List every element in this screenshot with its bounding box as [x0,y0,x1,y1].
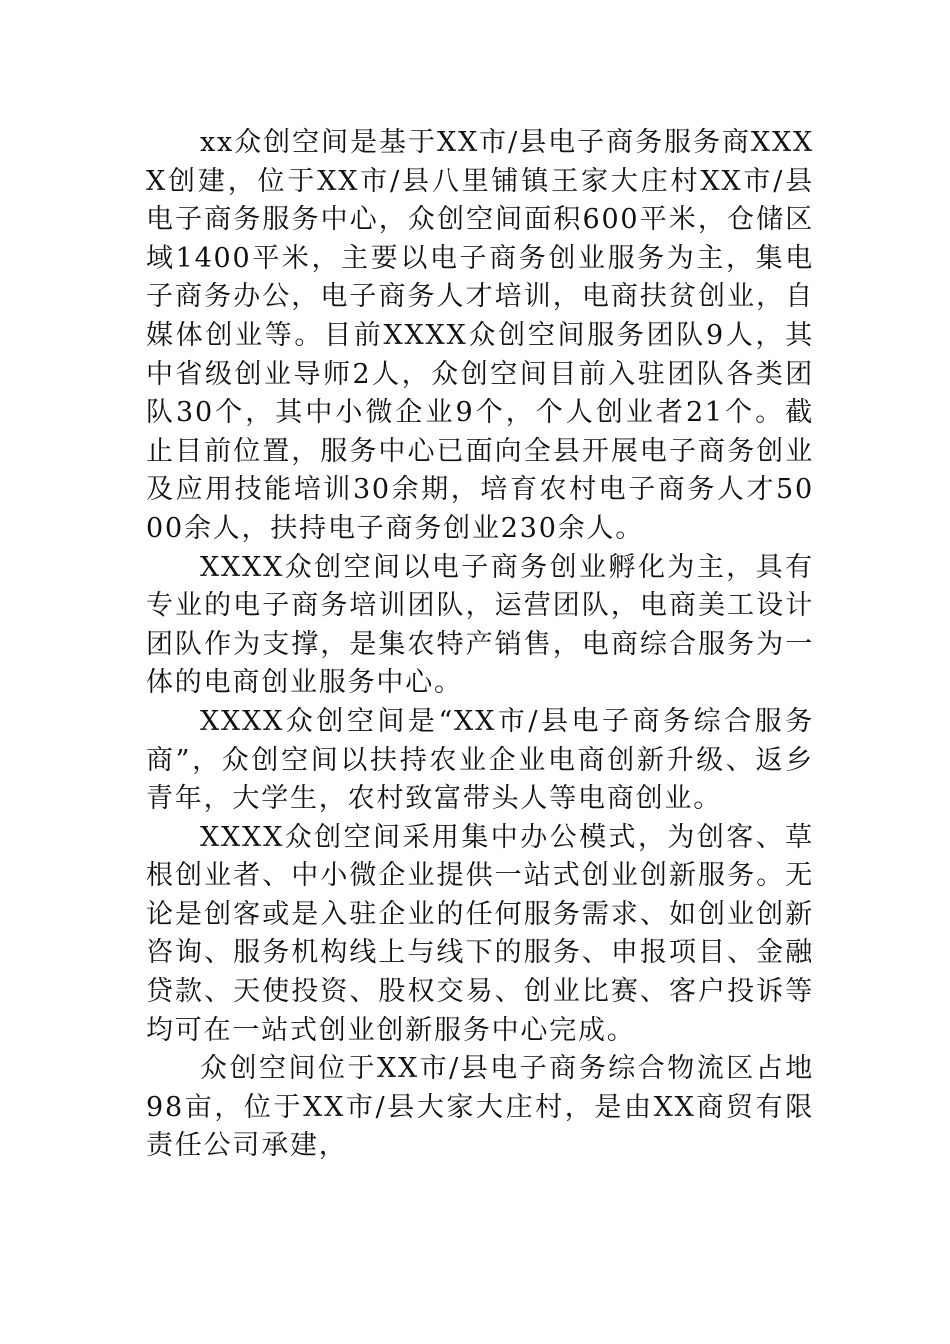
document-body [146,124,814,1166]
paragraph-1: xx众创空间是基于XX市/县电子商务服务商XXXX创建，位于XX市/县八里铺镇王家大庄村XX市/县电子商务服务中心，众创空间面积600平米，仓储区域1400平米，主要以电子商务创业服务为主，集电子商务办公，电子商务人才培训，电商扶贫创业，自媒体创业等。目前XXXX众创空间服务团队9人，其中省级创业导师2人，众创空间目前入驻团队各类团队30个，其中小微企业9个，个人创业者21个。截止目前位置，服务中心已面向全县开展电子商务创业及应用技能培训30余期，培育农村电子商务人才5000余人，扶持电子商务创业230余人。 [146,127,814,544]
paragraph-3: XXXX众创空间是“XX市/县电子商务综合服务商”，众创空间以扶持农业企业电商创新升级、返乡青年，大学生，农村致富带头人等电商创业。 [146,705,814,815]
paragraph-4: XXXX众创空间采用集中办公模式，为创客、草根创业者、中小微企业提供一站式创业创新服务。无论是创客或是入驻企业的任何服务需求、如创业创新咨询、服务机构线上与线下的服务、申报项目、金融贷款、天使投资、股权交易、创业比赛、客户投诉等均可在一站式创业创新服务中心完成。 [146,821,814,1046]
paragraph-2: XXXX众创空间以电子商务创业孵化为主，具有专业的电子商务培训团队，运营团队，电商美工设计团队作为支撑，是集农特产销售，电商综合服务为一体的电商创业服务中心。 [146,551,814,699]
paragraph-5: 众创空间位于XX市/县电子商务综合物流区占地98亩，位于XX市/县大家大庄村，是由XX商贸有限责任公司承建， [146,1053,814,1162]
